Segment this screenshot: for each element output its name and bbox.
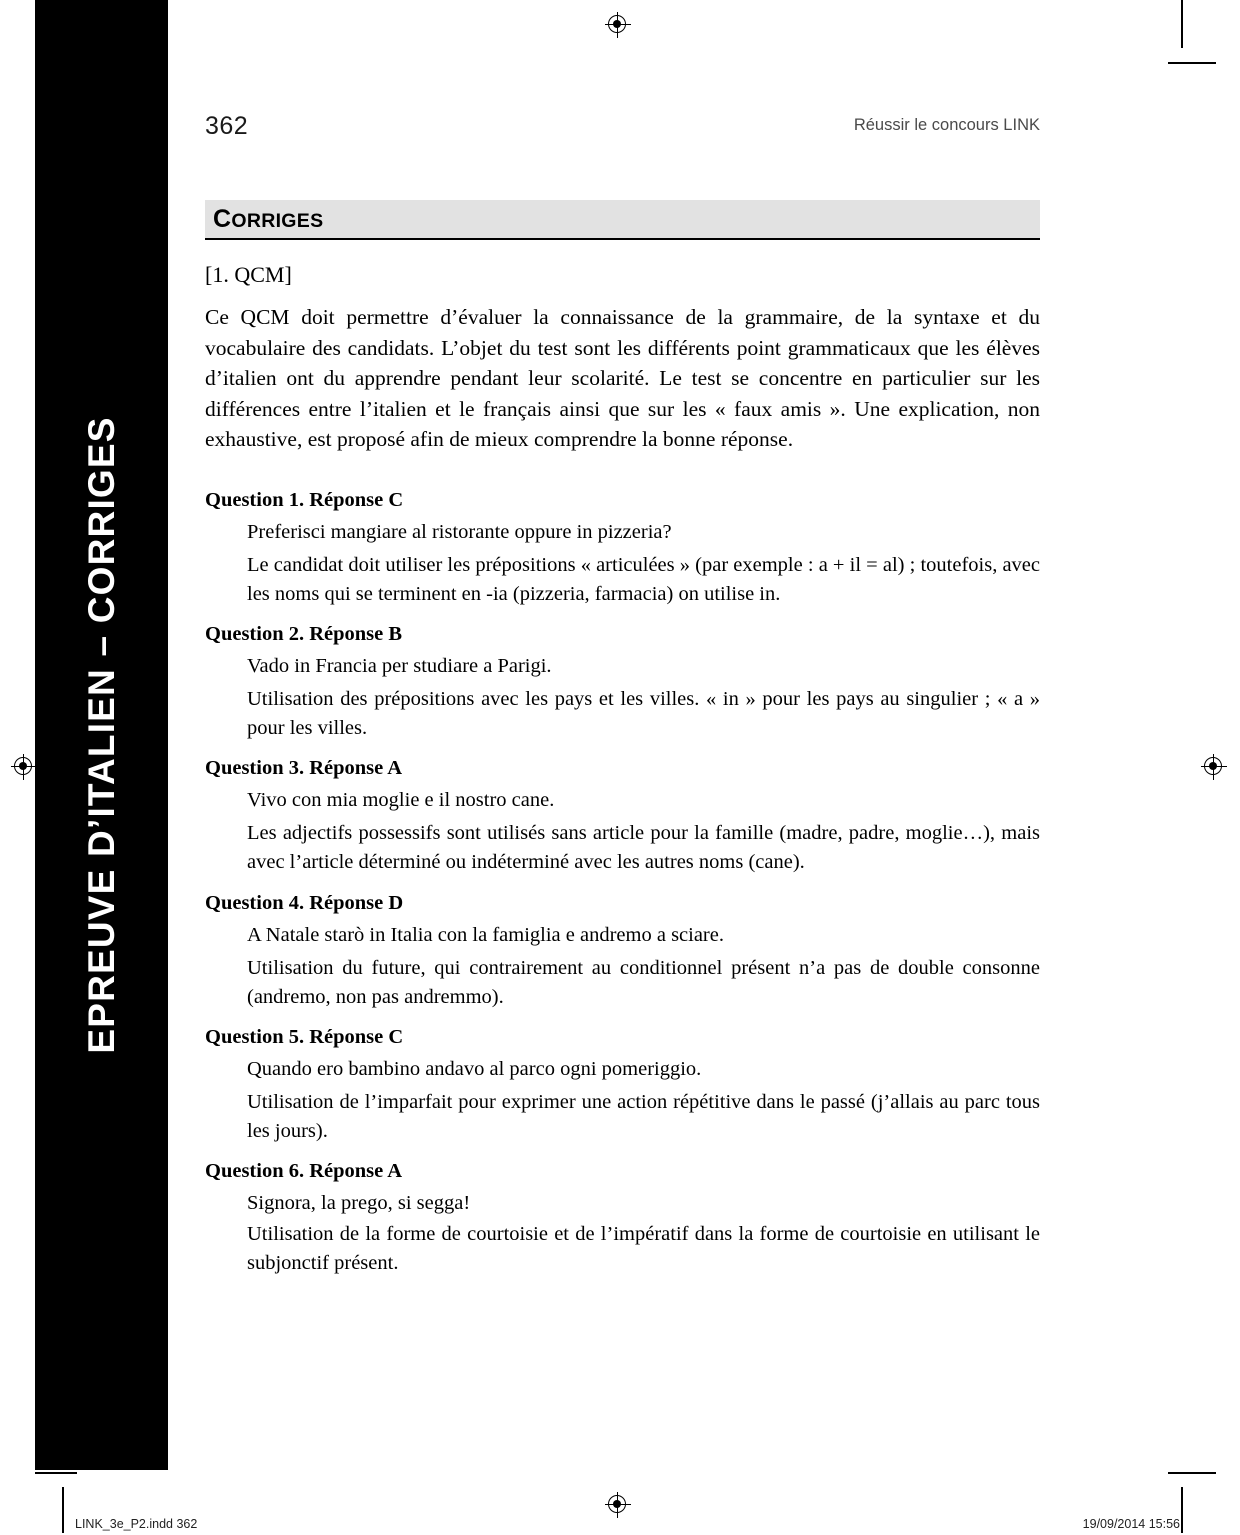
side-tab-label: EPREUVE D’ITALIEN – CORRIGES — [80, 416, 122, 1054]
subsection-title: [1. QCM] — [205, 262, 292, 287]
footer-filename: LINK_3e_P2.indd 362 — [75, 1517, 198, 1531]
crop-mark-bottom-left-horizontal — [35, 1472, 77, 1474]
question-answer: Signora, la prego, si segga! — [247, 1192, 471, 1215]
question-explanation: Les adjectifs possessifs sont utilisés sans article pour la famille (madre, padre, moglie…), mais avec l’article déterminé ou indéterminé avec les autres noms (cane). — [247, 822, 1040, 874]
crop-mark-bottom-right-horizontal — [1168, 1472, 1216, 1474]
question-heading: Question 3. Réponse A — [205, 757, 403, 780]
question-heading: Question 1. Réponse C — [205, 488, 404, 511]
question-explanation: Utilisation des prépositions avec les pays et les villes. « in » pour les pays au singulier ; « a » pour les villes. — [247, 688, 1040, 740]
crop-mark-bottom-left-vertical — [62, 1487, 64, 1533]
footer-timestamp: 19/09/2014 15:56 — [1082, 1517, 1180, 1531]
question-explanation: Utilisation de l’imparfait pour exprimer une action répétitive dans le passé (j’allais au parc tous les jours). — [247, 1091, 1040, 1143]
question-block — [205, 757, 1040, 877]
registration-mark-bottom-center — [605, 1492, 631, 1518]
registration-mark-left-center — [11, 754, 37, 780]
question-block — [205, 892, 1040, 1012]
question-block — [205, 489, 1040, 609]
question-answer: A Natale starò in Italia con la famiglia e andremo a sciare. — [247, 923, 724, 946]
section-heading-label — [213, 205, 323, 234]
body-text-area — [205, 262, 1040, 1293]
question-explanation: Le candidat doit utiliser les prépositions « articulées » (par exemple : a + il = al) ; toutefois, avec les noms qui se terminent en -ia (pizzeria, farmacia) on utilise in. — [247, 553, 1040, 605]
question-heading: Question 6. Réponse A — [205, 1160, 403, 1183]
page-number: 362 — [205, 112, 249, 140]
question-explanation: Utilisation de la forme de courtoisie et de l’impératif dans la forme de courtoisie en utilisant le subjonctif présent. — [247, 1223, 1040, 1275]
question-heading: Question 5. Réponse C — [205, 1025, 404, 1048]
registration-mark-top-center — [605, 12, 631, 38]
question-answer: Vado in Francia per studiare a Parigi. — [247, 654, 552, 677]
question-heading: Question 2. Réponse B — [205, 622, 403, 645]
section-heading-bar — [205, 200, 1040, 240]
question-answer: Quando ero bambino andavo al parco ogni pomeriggio. — [247, 1057, 702, 1080]
intro-paragraph: Ce QCM doit permettre d’évaluer la connaissance de la grammaire, de la syntaxe et du vocabulaire des candidats. L’objet du test sont les différents point grammaticaux que les élèves d’italien ont du apprendre pendant leur scolarité. Le test se concentre en particulier sur les différences entre l’italien et le français ainsi que sur les « faux amis ». Une explication, non exhaustive, est proposé afin de mieux comprendre la bonne réponse. — [205, 305, 1040, 452]
crop-mark-top-right-vertical — [1181, 0, 1183, 48]
question-block — [205, 1026, 1040, 1146]
section-heading-rest: ORRIGES — [231, 210, 324, 232]
question-block — [205, 1160, 1040, 1278]
question-heading: Question 4. Réponse D — [205, 891, 404, 914]
section-heading-initial: C — [213, 205, 232, 233]
running-head-title: Réussir le concours LINK — [853, 116, 1040, 134]
side-tab — [35, 0, 168, 1470]
question-answer: Preferisci mangiare al ristorante oppure in pizzeria? — [247, 520, 672, 543]
crop-mark-top-right-horizontal — [1168, 62, 1216, 64]
registration-mark-right-center — [1201, 754, 1227, 780]
crop-mark-bottom-right-vertical — [1181, 1487, 1183, 1533]
question-answer: Vivo con mia moglie e il nostro cane. — [247, 789, 555, 812]
question-explanation: Utilisation du future, qui contrairement au conditionnel présent n’a pas de double consonne (andremo, non pas andremmo). — [247, 956, 1040, 1008]
question-block — [205, 623, 1040, 743]
